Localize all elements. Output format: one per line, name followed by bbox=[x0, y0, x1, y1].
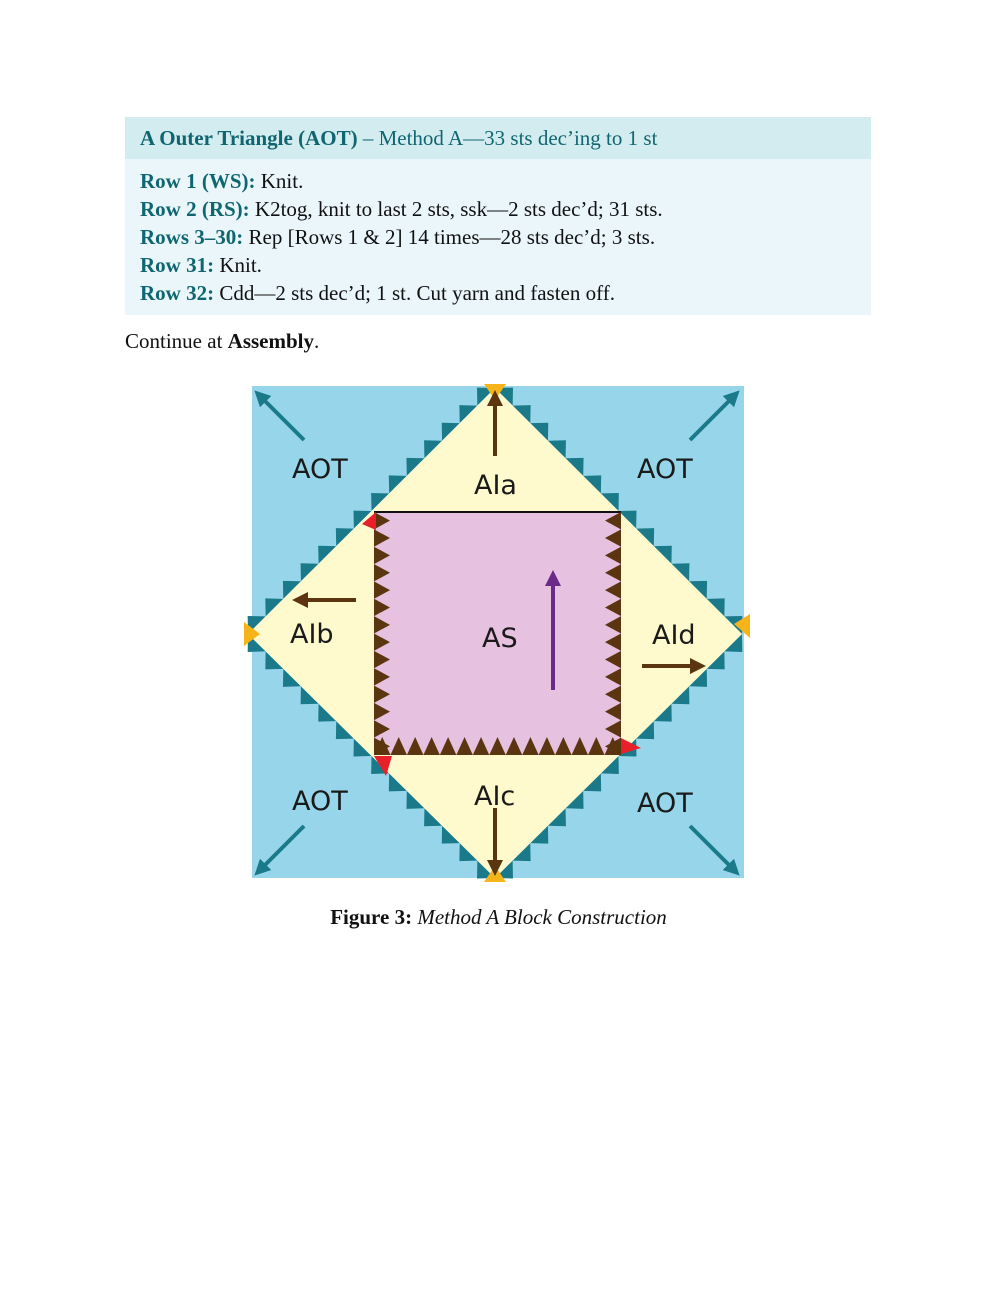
box-title: A Outer Triangle (AOT) bbox=[140, 126, 358, 150]
row-label: Row 1 (WS): bbox=[140, 169, 256, 193]
instruction-row bbox=[140, 279, 871, 307]
caption-label: Figure 3: bbox=[330, 905, 413, 929]
row-label: Rows 3–30: bbox=[140, 225, 244, 249]
row-text: K2tog, knit to last 2 sts, ssk—2 sts dec’d; 31 sts. bbox=[249, 197, 663, 221]
label-aot-tl: AOT bbox=[292, 454, 348, 485]
instruction-row bbox=[140, 167, 871, 195]
row-text: Cdd—2 sts dec’d; 1 st. Cut yarn and fasten off. bbox=[214, 281, 615, 305]
label-as: AS bbox=[482, 623, 518, 654]
instruction-row bbox=[140, 251, 871, 279]
block-construction-diagram bbox=[240, 378, 760, 888]
instruction-row bbox=[140, 195, 871, 223]
label-aic: AIc bbox=[474, 781, 516, 812]
row-label: Row 2 (RS): bbox=[140, 197, 250, 221]
continue-paragraph bbox=[125, 327, 319, 355]
box-subtitle: – Method A—33 sts dec’ing to 1 st bbox=[357, 126, 658, 150]
row-text: Rep [Rows 1 & 2] 14 times—28 sts dec’d; 3 sts. bbox=[243, 225, 656, 249]
instruction-row bbox=[140, 223, 871, 251]
label-aia: AIa bbox=[474, 470, 517, 501]
row-label: Row 31: bbox=[140, 253, 215, 277]
label-aot-br: AOT bbox=[637, 788, 693, 819]
figure-caption bbox=[0, 905, 997, 930]
label-aib: AIb bbox=[290, 619, 334, 650]
box-body bbox=[125, 159, 871, 315]
continue-suffix: . bbox=[314, 329, 320, 353]
continue-prefix: Continue at bbox=[125, 329, 228, 353]
row-text: Knit. bbox=[214, 253, 262, 277]
label-aot-tr: AOT bbox=[637, 454, 693, 485]
caption-text: Method A Block Construction bbox=[412, 905, 667, 929]
box-header bbox=[125, 117, 871, 159]
instructions-box bbox=[125, 117, 871, 315]
assembly-reference: Assembly bbox=[227, 329, 314, 353]
row-text: Knit. bbox=[255, 169, 304, 193]
label-aid: AId bbox=[652, 620, 696, 651]
label-aot-bl: AOT bbox=[292, 786, 348, 817]
row-label: Row 32: bbox=[140, 281, 215, 305]
